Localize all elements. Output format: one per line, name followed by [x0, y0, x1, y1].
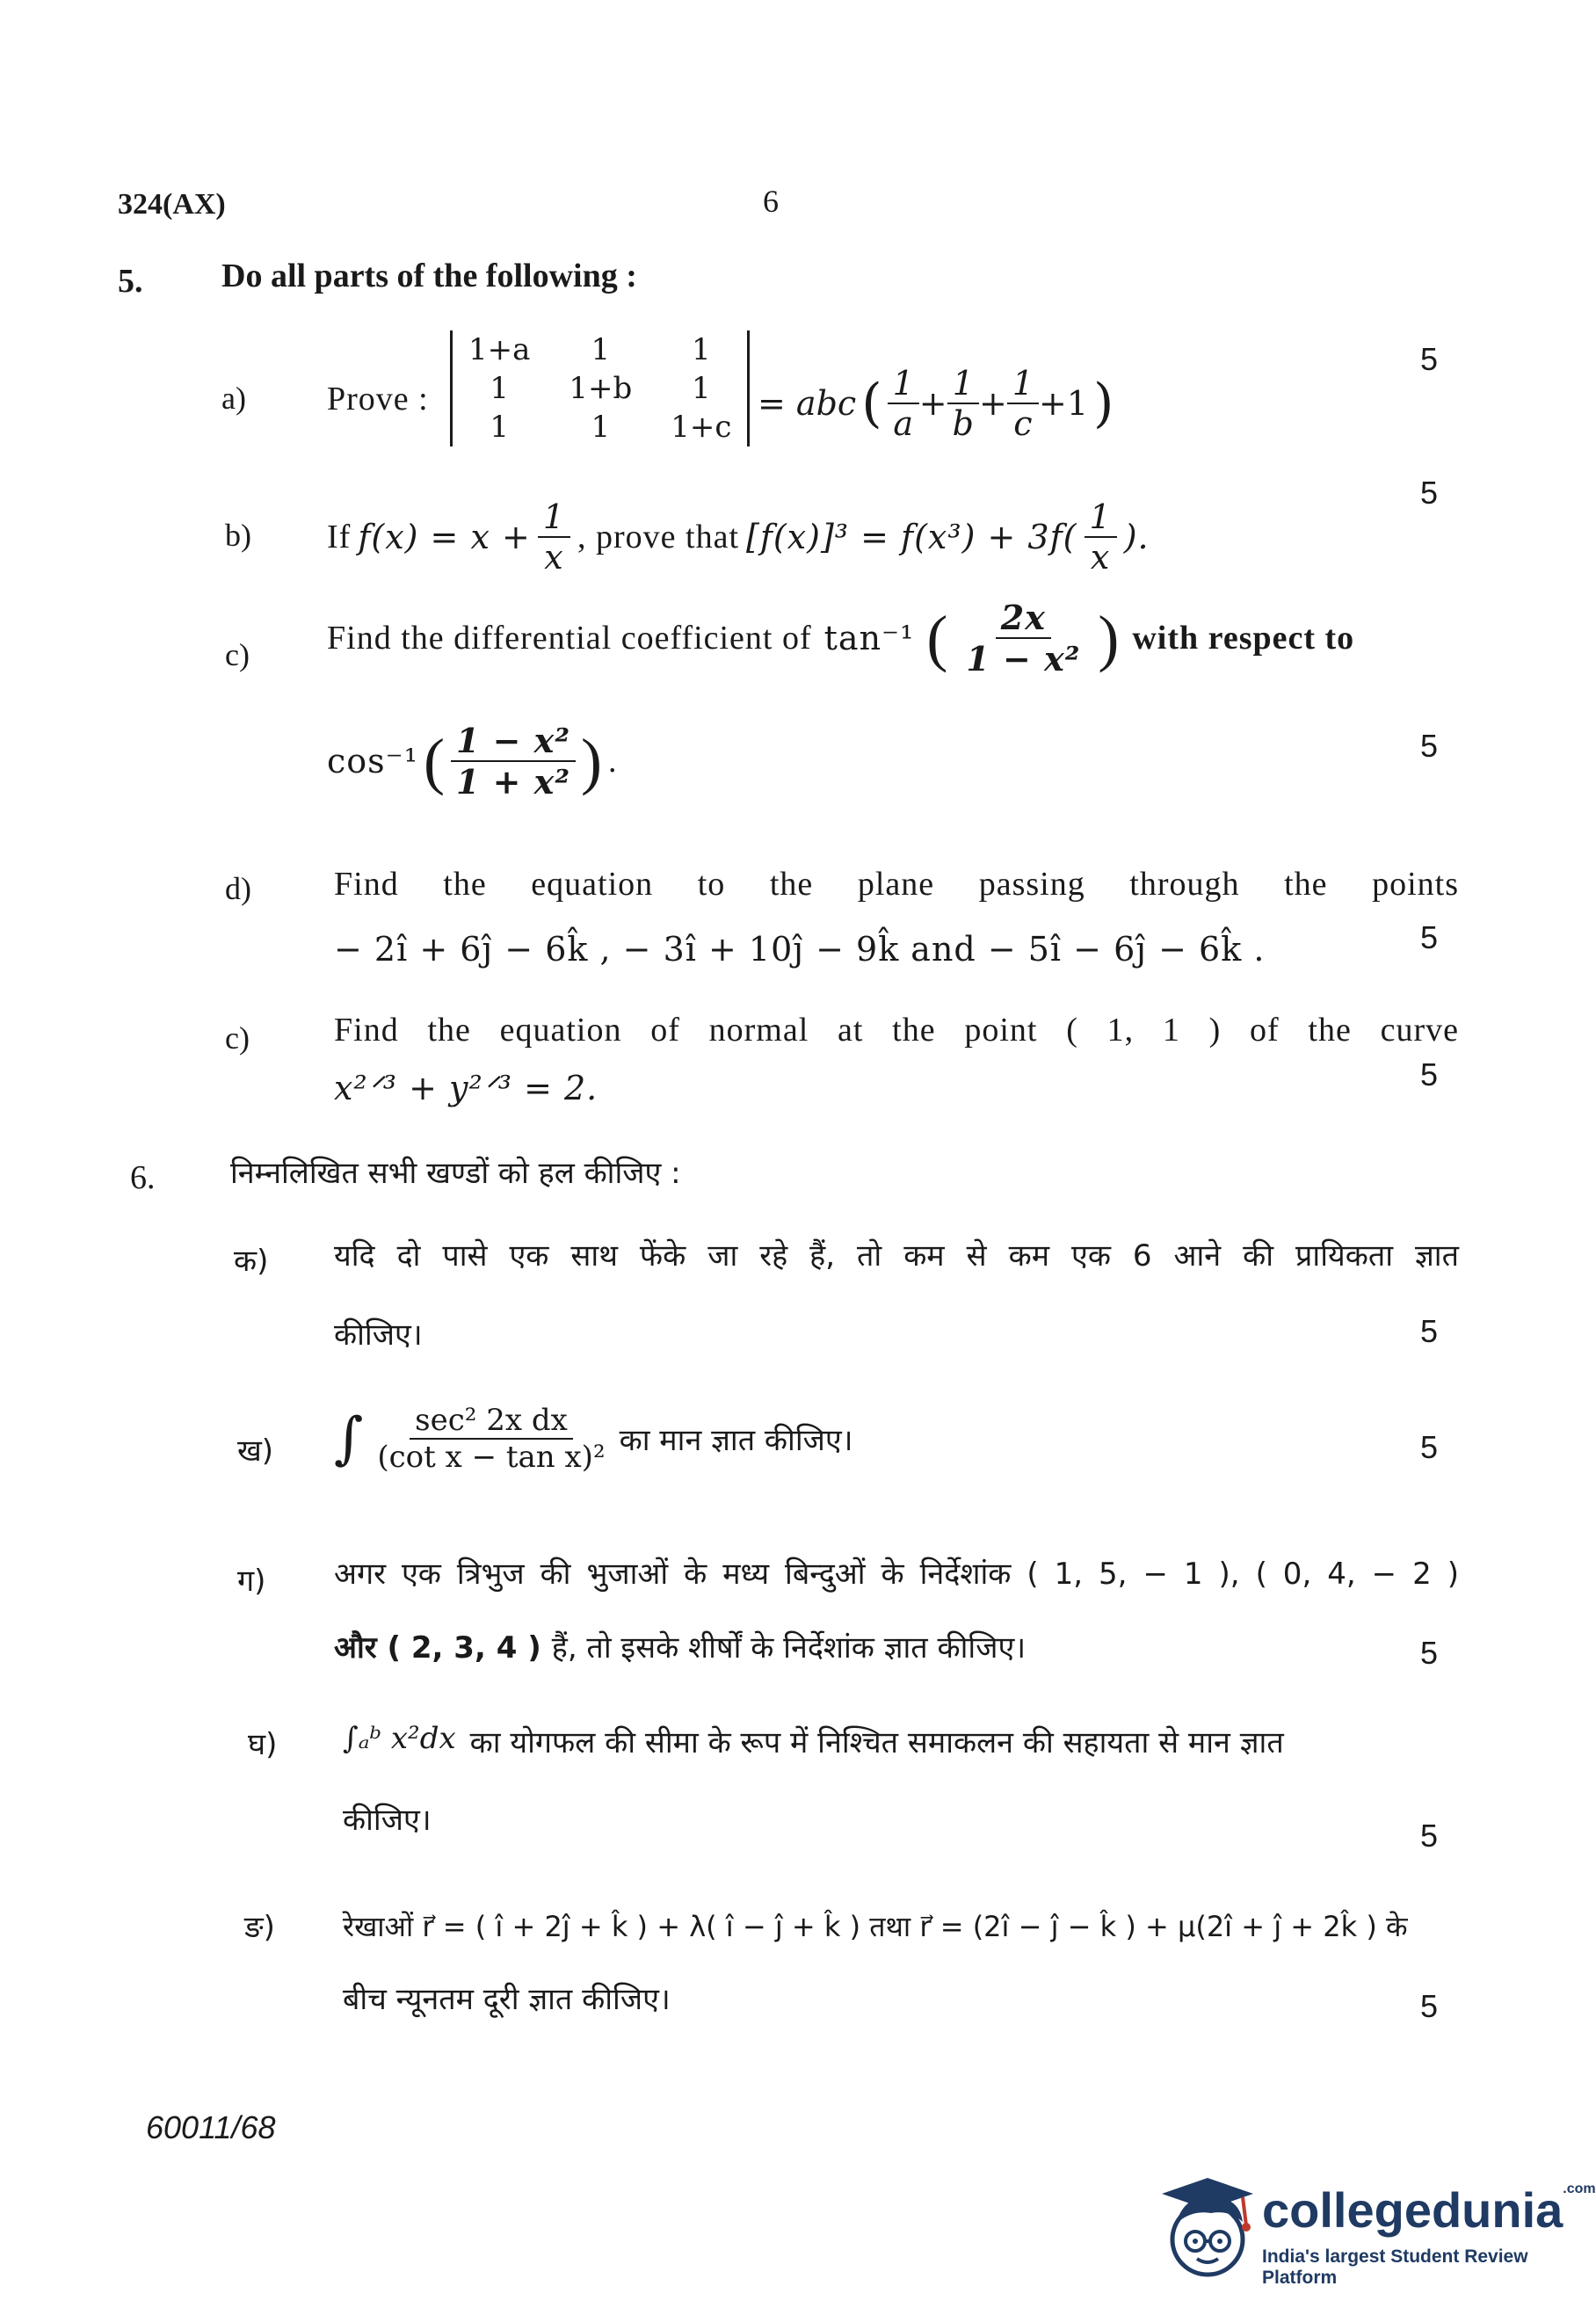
q5a-tail: +1: [1039, 384, 1089, 423]
q6gha-text: का योगफल की सीमा के रूप में निश्चित समाकलन की सहायता से मान ज्ञात: [469, 1725, 1284, 1760]
q6gha-integral: ∫ₐᵇ x²dx: [343, 1721, 456, 1756]
numerator: 1: [947, 364, 979, 404]
q6nga-marks: 5: [1420, 1988, 1439, 2024]
q6nga-label: ङ): [244, 1910, 275, 1945]
q6ka-marks: 5: [1420, 1313, 1439, 1349]
question-6-number: 6.: [130, 1159, 156, 1196]
q6kha-text: का मान ज्ञात कीजिए।: [619, 1423, 853, 1458]
fraction: [1085, 497, 1117, 577]
question-5-number: 5.: [118, 263, 143, 300]
q6kha-marks: 5: [1420, 1429, 1439, 1465]
q5a-rhs-text: = abc: [758, 384, 857, 423]
q5a-label: a): [221, 381, 246, 416]
denominator: x: [1090, 538, 1111, 577]
numerator: 1: [888, 364, 919, 404]
q5d-line2: − 2î + 6ĵ − 6k̂ , − 3î + 10ĵ − 9k̂ and − 5î − 6ĵ − 6k̂ .: [334, 930, 1266, 969]
numerator: sec² 2x dx: [410, 1403, 573, 1440]
q5e-line2: x²ᐟ³ + y²ᐟ³ = 2.: [334, 1069, 598, 1107]
numerator: 1: [1007, 364, 1039, 404]
denominator: 1 − x²: [966, 639, 1081, 679]
q6gha-label: घ): [248, 1727, 278, 1762]
fraction: [538, 497, 570, 577]
q5c-cos: cos⁻¹: [327, 742, 418, 780]
question-6-heading: निम्नलिखित सभी खण्डों को हल कीजिए :: [230, 1156, 681, 1191]
det-cell: 1: [490, 371, 510, 406]
q5d-line1: Find the equation to the plane passing through the points: [334, 866, 1459, 903]
fraction: [372, 1403, 610, 1475]
paren-open: (: [861, 373, 882, 434]
brand-tagline: India's largest Student Review Platform: [1262, 2246, 1528, 2288]
det-cell: 1+c: [671, 410, 732, 445]
fraction: [888, 364, 919, 443]
q5a-marks: 5: [1420, 341, 1439, 377]
q6nga-line2: बीच न्यूनतम दूरी ज्ञात कीजिए।: [343, 1982, 671, 2017]
mascot-icon: [1158, 2171, 1264, 2294]
brand-tld: .com: [1563, 2181, 1596, 2196]
integral-sign: ∫: [334, 1406, 364, 1471]
q6nga-line1: रेखाओं r⃗ = ( î + 2ĵ + k̂ ) + λ( î − ĵ + k̂ ) तथा r⃗ = (2î − ĵ − k̂ ) + μ(2î + ĵ + 2k̂ ) के: [343, 1910, 1408, 1943]
numerator: 1: [1085, 497, 1117, 538]
denominator: (cot x − tan x)²: [377, 1440, 606, 1475]
paren-close: ): [1093, 373, 1114, 434]
fraction: [961, 598, 1085, 679]
q5c-line1: Find the differential coefficient of tan⁻¹ ( $\frac{2x}{\text{1 − x²}}$ ) with respect to: [327, 598, 1355, 679]
q5a-determinant: [450, 330, 750, 446]
q6gha-marks: 5: [1420, 1818, 1439, 1854]
q6ga-label: ग): [237, 1564, 266, 1599]
denominator: 1 + x²: [455, 762, 570, 802]
fraction: [451, 721, 576, 802]
q6ga-line2: [334, 1626, 1026, 1666]
det-cell: 1: [591, 410, 611, 445]
q5c-line2: cos⁻¹ ( $\frac{\text{1 − x²}}{\text{1 + x²}}$ ) .: [327, 721, 618, 802]
footer-code: 60011/68: [146, 2109, 276, 2145]
denominator: a: [893, 404, 914, 443]
q5b-statement: [327, 497, 1150, 577]
q5d-label: d): [225, 871, 251, 906]
denominator: b: [952, 404, 974, 443]
page-number: 6: [763, 184, 779, 219]
q6kha-expression: [334, 1403, 853, 1475]
det-cell: 1: [591, 332, 611, 367]
numerator: 2x: [996, 598, 1051, 639]
det-cell: 1: [490, 410, 510, 445]
q5e-label: c): [225, 1020, 250, 1056]
q5c-text: Find the differential coefficient of: [327, 620, 812, 657]
fraction: [1007, 364, 1039, 443]
det-cell: 1+a: [468, 332, 531, 367]
fraction: [947, 364, 979, 443]
q5b-rhs-end: ).: [1123, 518, 1150, 556]
q6ka-label: क): [234, 1244, 269, 1279]
det-cell: 1: [692, 332, 711, 367]
q5b-if: If: [327, 519, 352, 555]
q6ka-line2: कीजिए।: [334, 1317, 423, 1353]
q5e-marks: 5: [1420, 1056, 1439, 1092]
q5d-marks: 5: [1420, 919, 1439, 955]
q5c-label: c): [225, 637, 250, 672]
brand-name: [1262, 2181, 1596, 2239]
q6gha-line2: कीजिए।: [343, 1803, 432, 1838]
q5c-text2: with respect to: [1132, 620, 1355, 657]
q6ga-coords: और ( 2, 3, 4 ): [334, 1630, 541, 1666]
q5b-prove-text: , prove that: [577, 519, 740, 555]
denominator: x: [544, 538, 564, 577]
numerator: 1: [538, 497, 570, 538]
q6ka-line1: यदि दो पासे एक साथ फेंके जा रहे हैं, तो कम से कम एक 6 आने की प्रायिकता ज्ञात: [334, 1238, 1459, 1274]
q6ga-text: हैं, तो इसके शीर्षों के निर्देशांक ज्ञात कीजिए।: [551, 1630, 1027, 1666]
q5a-rhs: = abc ( $\frac{1}{a}$ + $\frac{1}{b}$ + $\frac{1}{c}$ +1 ): [758, 364, 1114, 443]
q5e-line1: Find the equation of normal at the point ( 1, 1 ) of the curve: [334, 1012, 1459, 1049]
q5b-marks: 5: [1420, 475, 1439, 511]
q5b-fx: f(x) = x +: [358, 518, 531, 556]
q5b-label: b): [225, 518, 251, 553]
denominator: c: [1013, 404, 1033, 443]
q6ga-marks: 5: [1420, 1635, 1439, 1671]
brand-name-text: collegedunia: [1262, 2182, 1563, 2238]
paper-code: 324(AX): [118, 188, 226, 221]
q5c-marks: 5: [1420, 728, 1439, 764]
q5c-end: .: [607, 743, 618, 780]
q6kha-label: ख): [237, 1433, 274, 1469]
q6ga-line1: अगर एक त्रिभुज की भुजाओं के मध्य बिन्दुओं के निर्देशांक ( 1, 5, − 1 ), ( 0, 4, − 2 ): [334, 1557, 1459, 1592]
numerator: 1 − x²: [451, 721, 576, 762]
q5a-prove: Prove :: [327, 381, 429, 417]
det-cell: 1+b: [569, 371, 633, 406]
q5b-rhs: [f(x)]³ = f(x³) + 3f(: [746, 518, 1077, 556]
q6gha-line1: [343, 1721, 1459, 1761]
q5c-tan: tan⁻¹: [823, 619, 915, 657]
det-cell: 1: [692, 371, 711, 406]
question-5-heading: Do all parts of the following :: [221, 258, 637, 294]
